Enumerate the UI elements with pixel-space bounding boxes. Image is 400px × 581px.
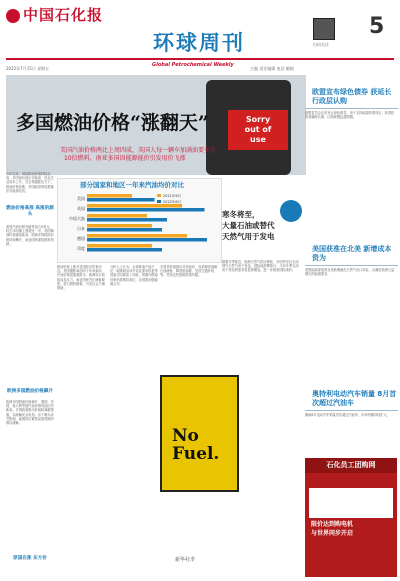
- no-fuel-text-1: No: [172, 426, 199, 446]
- chart-bar: [87, 238, 207, 242]
- sidebar-text-1: 欧盟委员会宣布发行绿色债券，用于支持能源转型项目，获得投资者踊跃认购，认购规模远超预期。: [305, 111, 395, 120]
- sidebar-title-2: 美国获准在北美 新增成本资为: [312, 245, 392, 262]
- section-title: 环球周刊: [153, 31, 245, 55]
- chart-bar: [87, 194, 132, 198]
- qr-caption: 扫码关注: [313, 42, 329, 47]
- main-headline: 多国燃油价格“涨翻天”: [16, 112, 209, 134]
- ad-line-2: 与世界同步开启: [311, 530, 354, 537]
- sidebar-divider-3: [305, 410, 398, 411]
- body-text-col4: 多国采取措施应对高油价，包括释放战略石油储备、降低燃油税、发放交通补贴等。然而这些措施效果有限。: [160, 265, 218, 278]
- col1-heading-2: 欧洲多国燃油价格飙升: [7, 389, 53, 394]
- editor-line: 主编 责任编辑 电话 邮箱: [250, 66, 294, 71]
- legend-label: 2022年6月: [163, 200, 182, 204]
- advertisement[interactable]: [305, 458, 397, 577]
- chart-bar: [87, 204, 182, 208]
- legend-swatch: [157, 200, 161, 203]
- body-text-col1c: 欧洲多国燃油价格飙升，德国、法国、意大利等国汽油价格均创历史新高。多国政府推出补贴和减税措施，以缓解民众负担。由于俄乌冲突影响，能源供应紧张局面短期内难以缓解。: [6, 400, 54, 426]
- col1-heading-3: 原国在涨 东方价: [13, 556, 47, 561]
- sidebar-title-1: 欧盟宣布绿色债券 获延长行政层认购: [312, 88, 392, 105]
- chart-bar: [87, 228, 162, 232]
- body-text-col5: 随着冬季临近，欧洲天然气供应紧张，多国考虑以石油替代天然气用于发电。国际能源署预计，今年冬季石油用于发电的需求将显著增加，进一步推高国际油价。: [222, 260, 299, 273]
- ad-title: 石化员工团购网: [305, 458, 397, 473]
- chart-bar: [87, 248, 162, 252]
- ad-copy: [311, 520, 353, 538]
- date-line: 2022年7月15日 星期五: [6, 66, 50, 71]
- weekly-strip: Global Petrochemical Weekly: [152, 62, 234, 68]
- main-subhead-2: 10倍燃料，南亚多国因能源能价引发用价飞涨: [64, 155, 186, 162]
- chart-bar: [87, 214, 147, 218]
- logo-seal-icon: [6, 9, 20, 23]
- sidebar-text-2: 美国能源部批准北美新增液化天然气出口项目，以满足欧洲日益增长的能源需求。: [305, 268, 395, 277]
- body-text-col3: 分析人士认为，全球炼油产能不足、地缘政治冲突以及需求恢复等因素共同推高了油价。短期内燃油价格仍将维持高位，各国需加强能源合作。: [110, 265, 158, 286]
- chart-title: 部分国家和地区一年来汽油均价对比: [80, 181, 184, 189]
- chart-bar: [87, 234, 187, 238]
- chart-category-label: 中国大陆: [69, 216, 85, 221]
- sidebar-divider-1: [305, 108, 398, 109]
- chart-category-label: 日本: [77, 226, 85, 231]
- chart-bar: [87, 208, 205, 212]
- logo-text: 中国石化报: [23, 6, 104, 24]
- sorry-sign: Sorry out of use: [228, 110, 288, 150]
- bar-chart: [57, 190, 220, 260]
- chart-category-label: 英国: [77, 206, 85, 211]
- col1-heading: 燃油价格高涨 高涨的源头: [6, 206, 54, 217]
- author-credit: 新华社李: [175, 557, 196, 563]
- chart-bar: [87, 198, 155, 202]
- ad-banner: [309, 488, 393, 518]
- sidebar-text-3: 挪威8月电动汽车销量首次超过汽油车，市场份额持续扩大。: [305, 413, 390, 417]
- main-subhead-1: 美国汽油价格两比上周四成，英国人每一辆车加满油要多花: [60, 147, 217, 154]
- flame-badge-icon: [280, 200, 302, 222]
- chart-category-label: 美国: [77, 196, 85, 201]
- body-text-col2: 燃油价格上涨对各国经济带来冲击。美国通胀率创四十年来新高，汽油价格是重要推手。欧洲央行面临加息压力，南亚国家外汇储备紧张，进口燃料困难，引发社会不满情绪。: [57, 265, 105, 291]
- legend-label: 2021年6月: [163, 194, 182, 198]
- mid-headline-1: 寒冬将至，: [222, 210, 260, 219]
- no-fuel-text-2: Fuel.: [172, 444, 220, 464]
- body-text-col1b: 美国汽油价格突破每加仑5美元，较去年同期上涨超过一半。英国柴油价格屡创新高，欧洲多国燃油价格持续攀升，南亚国家面临燃料短缺。: [6, 225, 54, 246]
- masthead-logo: [6, 4, 103, 25]
- ad-line-1: 限价达到购电机: [311, 521, 354, 528]
- sidebar-divider-2: [305, 265, 398, 266]
- page-number: 5: [369, 14, 385, 39]
- mid-headline-3: 天然气用于发电: [222, 232, 275, 241]
- chart-bar: [87, 244, 152, 248]
- body-text-col1: 今年以来，国际燃油价格持续走高，多国油价创历史新高，民众生活成本上升。在全球通胀压力下，燃油价格高涨，多国政府采取措施应对能源危机。: [6, 172, 54, 193]
- mid-headline-2: 大量石油或替代: [222, 221, 275, 230]
- chart-bar: [87, 224, 152, 228]
- chart-bar: [87, 218, 167, 222]
- legend-swatch: [157, 194, 161, 197]
- sidebar-title-3: 奥特利电动汽车销量 8月首次超过汽油车: [312, 390, 397, 407]
- qr-code-icon: [313, 18, 335, 40]
- chart-category-label: 印度: [77, 246, 85, 251]
- chart-category-label: 德国: [77, 236, 85, 241]
- header-divider: [6, 58, 394, 60]
- mid-headline: [222, 209, 275, 242]
